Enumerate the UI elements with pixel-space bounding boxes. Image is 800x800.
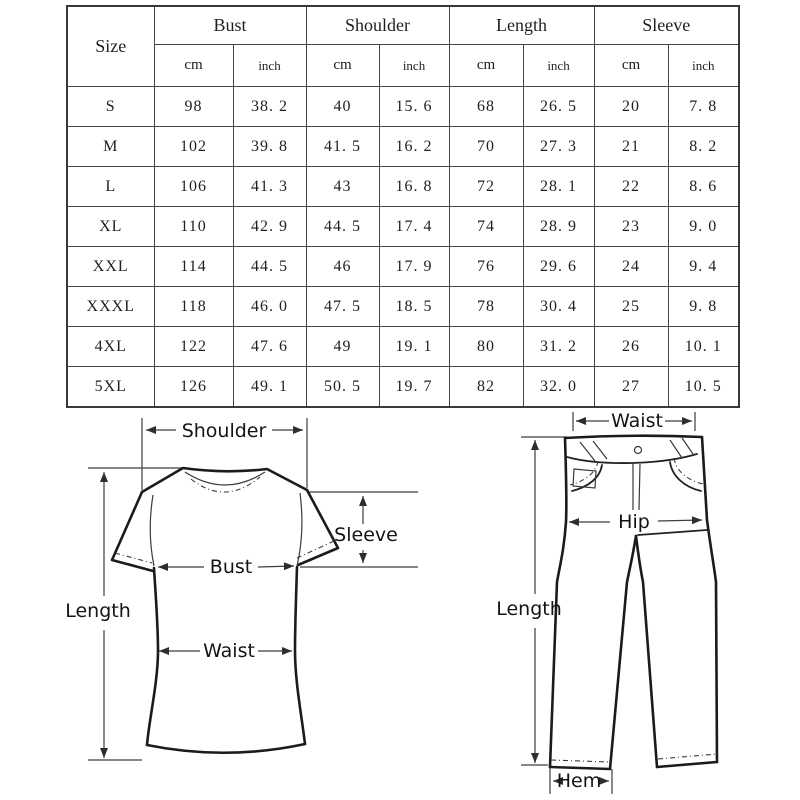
pants-waist-label: Waist bbox=[611, 410, 663, 432]
shirt-waist-dimension bbox=[159, 640, 292, 662]
value-cell: 19. 1 bbox=[379, 327, 449, 367]
value-cell: 41. 3 bbox=[233, 167, 306, 207]
unit-cm: cm bbox=[306, 45, 379, 87]
value-cell: 47. 6 bbox=[233, 327, 306, 367]
value-cell: 40 bbox=[306, 87, 379, 127]
value-cell: 122 bbox=[154, 327, 233, 367]
value-cell: 43 bbox=[306, 167, 379, 207]
right-armhole-seam bbox=[297, 493, 302, 566]
size-cell: 4XL bbox=[67, 327, 154, 367]
header-row-groups bbox=[67, 6, 739, 45]
belt-loop bbox=[580, 442, 595, 461]
table-row bbox=[67, 167, 739, 207]
value-cell: 9. 4 bbox=[668, 247, 739, 287]
value-cell: 110 bbox=[154, 207, 233, 247]
header-row-units bbox=[67, 45, 739, 87]
value-cell: 46. 0 bbox=[233, 287, 306, 327]
value-cell: 26 bbox=[594, 327, 668, 367]
value-cell: 72 bbox=[449, 167, 523, 207]
value-cell: 10. 1 bbox=[668, 327, 739, 367]
value-cell: 30. 4 bbox=[523, 287, 594, 327]
unit-cm: cm bbox=[449, 45, 523, 87]
value-cell: 102 bbox=[154, 127, 233, 167]
value-cell: 49. 1 bbox=[233, 367, 306, 408]
value-cell: 29. 6 bbox=[523, 247, 594, 287]
bust-label: Bust bbox=[209, 556, 253, 578]
value-cell: 8. 2 bbox=[668, 127, 739, 167]
value-cell: 31. 2 bbox=[523, 327, 594, 367]
group-header-length: Length bbox=[449, 6, 594, 45]
value-cell: 114 bbox=[154, 247, 233, 287]
value-cell: 76 bbox=[449, 247, 523, 287]
value-cell: 28. 9 bbox=[523, 207, 594, 247]
value-cell: 19. 7 bbox=[379, 367, 449, 408]
size-cell: XXXL bbox=[67, 287, 154, 327]
value-cell: 82 bbox=[449, 367, 523, 408]
shoulder-dimension bbox=[142, 418, 307, 490]
value-cell: 16. 2 bbox=[379, 127, 449, 167]
pants-outline bbox=[550, 436, 717, 769]
value-cell: 17. 4 bbox=[379, 207, 449, 247]
pants-measurement-diagram bbox=[430, 410, 800, 800]
value-cell: 78 bbox=[449, 287, 523, 327]
table-row bbox=[67, 87, 739, 127]
unit-inch: inch bbox=[523, 45, 594, 87]
size-table bbox=[66, 5, 740, 408]
value-cell: 80 bbox=[449, 327, 523, 367]
table-row bbox=[67, 247, 739, 287]
value-cell: 9. 8 bbox=[668, 287, 739, 327]
value-cell: 98 bbox=[154, 87, 233, 127]
table-row bbox=[67, 127, 739, 167]
right-pocket bbox=[670, 462, 701, 491]
tshirt-outline bbox=[112, 468, 338, 753]
pants-length-label: Length bbox=[496, 598, 562, 620]
value-cell: 22 bbox=[594, 167, 668, 207]
value-cell: 74 bbox=[449, 207, 523, 247]
value-cell: 27. 3 bbox=[523, 127, 594, 167]
hip-dimension bbox=[569, 511, 702, 533]
table-row bbox=[67, 367, 739, 408]
value-cell: 28. 1 bbox=[523, 167, 594, 207]
value-cell: 38. 2 bbox=[233, 87, 306, 127]
value-cell: 50. 5 bbox=[306, 367, 379, 408]
waist-button bbox=[635, 447, 642, 454]
value-cell: 23 bbox=[594, 207, 668, 247]
table-row bbox=[67, 287, 739, 327]
shirt-waist-label: Waist bbox=[203, 640, 255, 662]
right-pocket-stitch bbox=[674, 458, 703, 484]
value-cell: 44. 5 bbox=[233, 247, 306, 287]
left-armhole-seam bbox=[150, 495, 154, 566]
shoulder-label: Shoulder bbox=[181, 420, 267, 442]
value-cell: 118 bbox=[154, 287, 233, 327]
value-cell: 7. 8 bbox=[668, 87, 739, 127]
table-row bbox=[67, 327, 739, 367]
value-cell: 70 bbox=[449, 127, 523, 167]
value-cell: 47. 5 bbox=[306, 287, 379, 327]
value-cell: 8. 6 bbox=[668, 167, 739, 207]
value-cell: 42. 9 bbox=[233, 207, 306, 247]
unit-inch: inch bbox=[668, 45, 739, 87]
unit-cm: cm bbox=[154, 45, 233, 87]
size-cell: XL bbox=[67, 207, 154, 247]
value-cell: 126 bbox=[154, 367, 233, 408]
value-cell: 41. 5 bbox=[306, 127, 379, 167]
group-header-sleeve: Sleeve bbox=[594, 6, 739, 45]
right-cuff-stitch bbox=[297, 541, 334, 558]
value-cell: 10. 5 bbox=[668, 367, 739, 408]
value-cell: 68 bbox=[449, 87, 523, 127]
size-cell: XXL bbox=[67, 247, 154, 287]
value-cell: 16. 8 bbox=[379, 167, 449, 207]
belt-loop bbox=[682, 438, 693, 454]
size-header: Size bbox=[67, 6, 154, 87]
unit-inch: inch bbox=[379, 45, 449, 87]
group-header-shoulder: Shoulder bbox=[306, 6, 449, 45]
hem-dimension bbox=[550, 767, 612, 794]
size-cell: M bbox=[67, 127, 154, 167]
unit-inch: inch bbox=[233, 45, 306, 87]
collar-seam bbox=[185, 472, 265, 485]
value-cell: 27 bbox=[594, 367, 668, 408]
value-cell: 106 bbox=[154, 167, 233, 207]
group-header-bust: Bust bbox=[154, 6, 306, 45]
size-cell: 5XL bbox=[67, 367, 154, 408]
value-cell: 21 bbox=[594, 127, 668, 167]
size-cell: S bbox=[67, 87, 154, 127]
fly-seam bbox=[639, 464, 640, 510]
belt-loop bbox=[670, 440, 682, 458]
pants-waist-dimension bbox=[573, 410, 695, 432]
bust-dimension bbox=[158, 556, 294, 578]
shirt-length-dimension bbox=[65, 468, 183, 760]
value-cell: 17. 9 bbox=[379, 247, 449, 287]
right-hem-stitch bbox=[658, 754, 717, 759]
value-cell: 24 bbox=[594, 247, 668, 287]
value-cell: 32. 0 bbox=[523, 367, 594, 408]
value-cell: 46 bbox=[306, 247, 379, 287]
value-cell: 18. 5 bbox=[379, 287, 449, 327]
tshirt-measurement-diagram bbox=[50, 410, 420, 800]
size-cell: L bbox=[67, 167, 154, 207]
table-row bbox=[67, 207, 739, 247]
hem-label: Hem bbox=[556, 770, 602, 792]
value-cell: 39. 8 bbox=[233, 127, 306, 167]
belt-loop bbox=[593, 441, 607, 459]
hip-label: Hip bbox=[618, 511, 650, 533]
value-cell: 15. 6 bbox=[379, 87, 449, 127]
value-cell: 25 bbox=[594, 287, 668, 327]
waistband-seam bbox=[567, 454, 697, 463]
left-hem-stitch bbox=[551, 760, 610, 762]
unit-cm: cm bbox=[594, 45, 668, 87]
sleeve-label: Sleeve bbox=[334, 524, 398, 546]
value-cell: 49 bbox=[306, 327, 379, 367]
value-cell: 26. 5 bbox=[523, 87, 594, 127]
value-cell: 44. 5 bbox=[306, 207, 379, 247]
shirt-length-label: Length bbox=[65, 600, 131, 622]
value-cell: 20 bbox=[594, 87, 668, 127]
value-cell: 9. 0 bbox=[668, 207, 739, 247]
